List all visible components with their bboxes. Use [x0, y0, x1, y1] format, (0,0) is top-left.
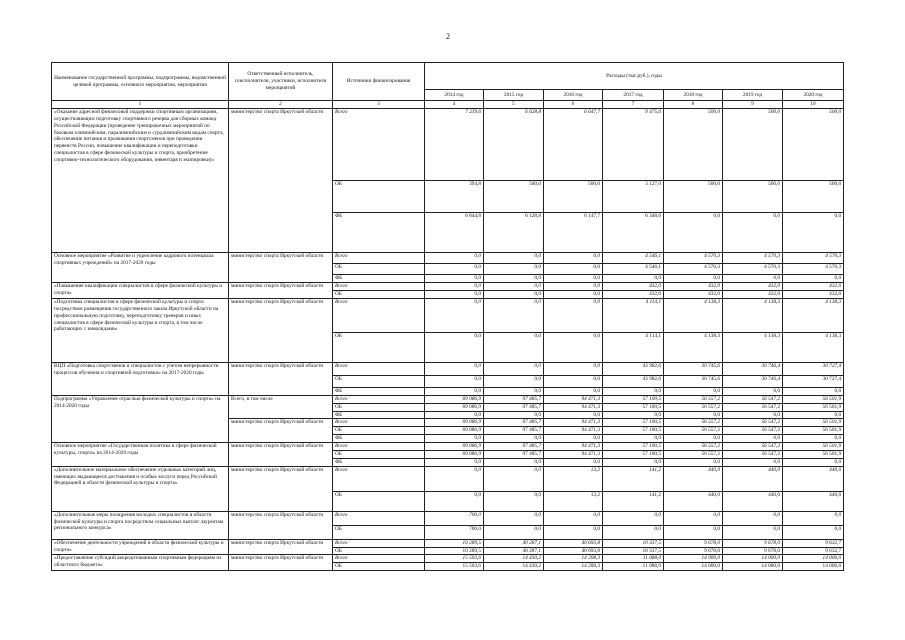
amount-cell: 9 632,7 [783, 539, 844, 547]
funding-source-cell: ОБ [333, 450, 425, 458]
amount-cell: 500,0 [664, 180, 723, 212]
funding-source-cell: Всего [333, 108, 425, 180]
amount-cell: 40 693,8 [544, 547, 603, 555]
amount-cell: 0,0 [425, 274, 484, 282]
amount-cell: 0,0 [544, 435, 603, 443]
program-name-cell: ВЦП «Подготовка спортсменов и специалистов с учетом непрерывности процессов обучения и спортивной подготовки» на 2017-2020 годы [52, 362, 229, 395]
amount-cell: 6 128,8 [484, 212, 544, 252]
amount-cell: 0,0 [723, 435, 783, 443]
amount-cell: 440,0 [723, 491, 783, 511]
amount-cell: 0,0 [425, 282, 484, 290]
amount-cell: 0,0 [425, 466, 484, 491]
program-name-cell: «Дополнительное материальное обеспечение отдельных категорий лиц, имеющих выдающиеся достижения и особые заслуги перед Российской Федерацией в области физической культуры и спорта» [52, 466, 229, 511]
amount-cell: 0,0 [425, 458, 484, 466]
amount-cell: 40 287,1 [484, 547, 544, 555]
funding-source-cell: ОБ [333, 563, 425, 571]
amount-cell: 394,8 [425, 180, 484, 212]
amount-cell: 0,0 [425, 332, 484, 362]
amount-cell: 700,0 [425, 511, 484, 525]
amount-cell: 0,0 [723, 511, 783, 525]
column-number: 5 [484, 101, 544, 109]
amount-cell: 94 471,3 [544, 443, 603, 451]
funding-source-cell: ОБ [333, 403, 425, 411]
amount-cell: 4 114,1 [603, 298, 664, 332]
amount-cell: 0,0 [783, 511, 844, 525]
amount-cell: 4 570,3 [664, 252, 723, 263]
amount-cell: 0,0 [723, 274, 783, 282]
amount-cell: 0,0 [484, 387, 544, 395]
amount-cell: 69 086,9 [425, 450, 484, 458]
amount-cell: 69 086,9 [425, 443, 484, 451]
funding-source-cell: Всего [333, 395, 425, 403]
amount-cell: 500,0 [544, 180, 603, 212]
amount-cell: 0,0 [603, 435, 664, 443]
amount-cell: 0,0 [783, 387, 844, 395]
amount-cell: 0,0 [544, 525, 603, 539]
column-number: 4 [425, 101, 484, 109]
amount-cell: 56 501,9 [783, 395, 844, 403]
table-row [52, 282, 844, 290]
amount-cell: 4 570,3 [723, 252, 783, 263]
amount-cell: 0,0 [484, 252, 544, 263]
amount-cell: 4 114,1 [603, 332, 664, 362]
amount-cell: 56 547,2 [723, 403, 783, 411]
amount-cell: 94 471,3 [544, 395, 603, 403]
amount-cell: 69 086,9 [425, 403, 484, 411]
funding-source-cell: ОБ [333, 290, 425, 298]
amount-cell: 56 557,2 [664, 403, 723, 411]
amount-cell: 57 100,5 [603, 450, 664, 458]
amount-cell: 4 570,3 [723, 263, 783, 274]
amount-cell: 56 557,2 [664, 450, 723, 458]
table-row [52, 555, 844, 563]
amount-cell: 432,0 [723, 282, 783, 290]
amount-cell: 0,0 [783, 212, 844, 252]
funding-source-cell: ОБ [333, 525, 425, 539]
amount-cell: 0,0 [425, 263, 484, 274]
amount-cell: 0,0 [484, 491, 544, 511]
amount-cell: 30 745,6 [664, 375, 723, 387]
column-number: 9 [723, 101, 783, 109]
amount-cell: 0,0 [425, 411, 484, 419]
funding-source-cell: ФБ [333, 387, 425, 395]
amount-cell: 6 147,7 [544, 212, 603, 252]
table-row [52, 108, 844, 180]
amount-cell: 500,0 [484, 180, 544, 212]
amount-cell: 57 100,5 [603, 419, 664, 427]
amount-cell: 94 471,3 [544, 419, 603, 427]
amount-cell: 69 086,9 [425, 395, 484, 403]
amount-cell: 10 337,5 [603, 539, 664, 547]
amount-cell: 15 503,6 [425, 555, 484, 563]
amount-cell: 0,0 [664, 387, 723, 395]
executor-cell: министерство спорта Иркутской области [229, 443, 333, 467]
amount-cell: 0,0 [723, 525, 783, 539]
amount-cell: 0,0 [664, 435, 723, 443]
amount-cell: 0,0 [484, 332, 544, 362]
column-number: 7 [603, 101, 664, 109]
funding-source-cell: ФБ [333, 435, 425, 443]
header-year: 2020 год [783, 90, 844, 101]
amount-cell: 0,0 [425, 375, 484, 387]
program-name-cell: «Повышение квалификации специалистов в сфере физической культуры и спорта» [52, 282, 229, 298]
header-year: 2016 год [544, 90, 603, 101]
amount-cell: 56 501,9 [783, 450, 844, 458]
amount-cell: 0,0 [484, 511, 544, 525]
executor-cell: министерство спорта Иркутской области [229, 252, 333, 282]
program-name-cell: Основное мероприятие «Государственная политика в сфере физической культуры, спорта» на 2014-2020 годы [52, 443, 229, 467]
amount-cell: 432,0 [664, 282, 723, 290]
amount-cell: 0,0 [425, 290, 484, 298]
amount-cell: 0,0 [484, 466, 544, 491]
amount-cell: 0,0 [783, 274, 844, 282]
amount-cell: 0,0 [783, 458, 844, 466]
amount-cell: 0,0 [484, 263, 544, 274]
amount-cell: 500,0 [783, 180, 844, 212]
funding-source-cell: ОБ [333, 180, 425, 212]
header-year: 2017 год [603, 90, 664, 101]
amount-cell: 0,0 [603, 411, 664, 419]
header-year: 2015 год [484, 90, 544, 101]
amount-cell: 0,0 [603, 387, 664, 395]
funding-source-cell: ОБ [333, 263, 425, 274]
funding-source-cell: ФБ [333, 274, 425, 282]
funding-source-cell: ФБ [333, 458, 425, 466]
amount-cell: 69 086,9 [425, 427, 484, 435]
amount-cell: 440,0 [664, 466, 723, 491]
amount-cell: 10 337,5 [603, 547, 664, 555]
amount-cell: 432,0 [603, 290, 664, 298]
amount-cell: 11 088,0 [603, 563, 664, 571]
header-year: 2018 год [664, 90, 723, 101]
amount-cell: 97 485,7 [484, 403, 544, 411]
amount-cell: 0,0 [544, 411, 603, 419]
amount-cell: 56 547,2 [723, 427, 783, 435]
table-row [52, 443, 844, 451]
amount-cell: 500,0 [664, 108, 723, 180]
amount-cell: 0,0 [484, 458, 544, 466]
table-body [52, 108, 844, 570]
amount-cell: 0,0 [484, 411, 544, 419]
column-number: 3 [333, 101, 425, 109]
amount-cell: 0,0 [544, 362, 603, 375]
header-year: 2019 год [723, 90, 783, 101]
amount-cell: 6 844,8 [425, 212, 484, 252]
funding-source-cell: Всего [333, 511, 425, 525]
amount-cell: 4 138,3 [664, 332, 723, 362]
amount-cell: 0,0 [544, 274, 603, 282]
amount-cell: 3 127,0 [603, 180, 664, 212]
amount-cell: 0,0 [484, 290, 544, 298]
column-number: 6 [544, 101, 603, 109]
amount-cell: 57 100,5 [603, 395, 664, 403]
executor-cell: министерство спорта Иркутской области [229, 466, 333, 511]
amount-cell: 0,0 [544, 290, 603, 298]
column-number: 10 [783, 101, 844, 109]
funding-source-cell: Всего [333, 539, 425, 547]
funding-source-cell: ОБ [333, 491, 425, 511]
amount-cell: 0,0 [603, 511, 664, 525]
funding-table [51, 62, 844, 571]
column-number: 2 [229, 101, 333, 109]
amount-cell: 0,0 [484, 435, 544, 443]
amount-cell: 432,0 [783, 282, 844, 290]
program-name-cell: Подпрограмма «Управление отраслью физической культуры и спорта» на 2014-2020 годы [52, 395, 229, 442]
funding-source-cell: Всего [333, 362, 425, 375]
amount-cell: 0,0 [603, 274, 664, 282]
amount-cell: 0,0 [425, 252, 484, 263]
amount-cell: 57 100,5 [603, 403, 664, 411]
amount-cell: 0,0 [484, 298, 544, 332]
table-row [52, 511, 844, 525]
amount-cell: 10 289,5 [425, 547, 484, 555]
amount-cell: 56 501,9 [783, 427, 844, 435]
executor-cell: министерство спорта Иркутской области [229, 362, 333, 395]
amount-cell: 440,0 [664, 491, 723, 511]
executor-cell: министерство спорта Иркутской области [229, 511, 333, 539]
amount-cell: 0,0 [484, 525, 544, 539]
header-expenses: Расходы (тыс.руб.), годы [425, 63, 844, 90]
amount-cell: 6 628,8 [484, 108, 544, 180]
amount-cell: 30 746,4 [723, 362, 783, 375]
amount-cell: 14 000,0 [783, 563, 844, 571]
table-row [52, 395, 844, 403]
executor-cell: министерство спорта Иркутской области [229, 298, 333, 362]
amount-cell: 0,0 [664, 274, 723, 282]
amount-cell: 440,0 [723, 466, 783, 491]
program-name-cell: «Предоставление субсидий аккредитованным спортивным федерациям из областного бюджета» [52, 555, 229, 571]
amount-cell: 0,0 [544, 282, 603, 290]
amount-cell: 56 547,2 [723, 450, 783, 458]
amount-cell: 4 570,3 [783, 263, 844, 274]
amount-cell: 14 430,2 [484, 563, 544, 571]
amount-cell: 10 289,5 [425, 539, 484, 547]
amount-cell: 0,0 [664, 511, 723, 525]
amount-cell: 0,0 [603, 458, 664, 466]
amount-cell: 0,0 [484, 282, 544, 290]
amount-cell: 0,0 [544, 298, 603, 332]
amount-cell: 14 430,2 [484, 555, 544, 563]
amount-cell: 432,0 [664, 290, 723, 298]
amount-cell: 40 287,1 [484, 539, 544, 547]
amount-cell: 30 727,4 [783, 362, 844, 375]
amount-cell: 440,0 [783, 466, 844, 491]
amount-cell: 0,0 [544, 332, 603, 362]
amount-cell: 97 485,7 [484, 443, 544, 451]
amount-cell: 0,0 [783, 435, 844, 443]
amount-cell: 14 000,0 [664, 555, 723, 563]
program-name-cell: Основное мероприятие «Развитие и укрепление кадрового потенциала спортивных учреждений» на 2017-2020 годы [52, 252, 229, 282]
amount-cell: 4 546,1 [603, 263, 664, 274]
funding-source-cell: Всего [333, 419, 425, 427]
amount-cell: 0,0 [544, 375, 603, 387]
amount-cell: 13,2 [544, 491, 603, 511]
amount-cell: 7 239,6 [425, 108, 484, 180]
amount-cell: 94 471,3 [544, 427, 603, 435]
amount-cell: 9 475,6 [603, 108, 664, 180]
program-name-cell: «Оказание адресной финансовой поддержки спортивным организациям, осуществляющим подготовку спортивного резерва для сборных команд Российской Федерации (проведение тренировочных мероприятий по базовым олимпийским, паралимпийским и сурдлимпийским видам спорта, обеспечение питания и проживания спортсменов при проведении первенств России, повышение квалификации и переподготовки специалистов в сфере физической культуры и спорта, приобретение спортивно-технологического оборудования, инвентаря и экипировки)» [52, 108, 229, 252]
amount-cell: 56 547,2 [723, 419, 783, 427]
column-number: 8 [664, 101, 723, 109]
table-row [52, 466, 844, 491]
table-row [52, 252, 844, 263]
program-name-cell: «Дополнительные меры поощрения молодых специалистов в области физической культуры и спорта посредством социальных выплат лауреатам регионального конкурса» [52, 511, 229, 539]
amount-cell: 0,0 [544, 252, 603, 263]
amount-cell: 56 547,2 [723, 395, 783, 403]
executor-cell: министерство спорта Иркутской области [229, 419, 333, 443]
funding-source-cell: ФБ [333, 212, 425, 252]
amount-cell: 97 485,7 [484, 419, 544, 427]
amount-cell: 57 100,5 [603, 427, 664, 435]
executor-cell: Всего, в том числе [229, 395, 333, 419]
amount-cell: 0,0 [425, 435, 484, 443]
amount-cell: 56 501,9 [783, 419, 844, 427]
amount-cell: 0,0 [425, 298, 484, 332]
amount-cell: 0,0 [723, 411, 783, 419]
header-name: Наименование государственной программы, подпрограммы, ведомственной целевой программы, основного мероприятия, мероприятия [52, 63, 229, 101]
executor-cell: министерство спорта Иркутской области [229, 108, 333, 252]
amount-cell: 141,2 [603, 491, 664, 511]
amount-cell: 432,0 [603, 282, 664, 290]
amount-cell: 432,0 [723, 290, 783, 298]
amount-cell: 0,0 [544, 387, 603, 395]
funding-source-cell: ФБ [333, 411, 425, 419]
funding-source-cell: ОБ [333, 375, 425, 387]
table-row [52, 539, 844, 547]
amount-cell: 6 348,6 [603, 212, 664, 252]
amount-cell: 0,0 [544, 458, 603, 466]
page-number: 2 [446, 32, 450, 41]
funding-source-cell: Всего [333, 555, 425, 563]
executor-cell: министерство спорта Иркутской области [229, 555, 333, 571]
amount-cell: 4 570,3 [664, 263, 723, 274]
amount-cell: 56 501,9 [783, 443, 844, 451]
program-name-cell: «Обеспечение деятельности учреждений в области физической культуры и спорта» [52, 539, 229, 555]
amount-cell: 0,0 [544, 263, 603, 274]
amount-cell: 56 557,2 [664, 427, 723, 435]
amount-cell: 43 982,6 [603, 375, 664, 387]
amount-cell: 14 208,3 [544, 555, 603, 563]
amount-cell: 0,0 [664, 212, 723, 252]
amount-cell: 0,0 [425, 362, 484, 375]
amount-cell: 4 138,3 [723, 298, 783, 332]
amount-cell: 56 557,2 [664, 395, 723, 403]
amount-cell: 0,0 [484, 274, 544, 282]
funding-source-cell: ОБ [333, 332, 425, 362]
amount-cell: 56 501,9 [783, 403, 844, 411]
amount-cell: 94 471,3 [544, 403, 603, 411]
amount-cell: 4 138,3 [783, 298, 844, 332]
table-row [52, 298, 844, 332]
amount-cell: 141,2 [603, 466, 664, 491]
amount-cell: 0,0 [425, 387, 484, 395]
amount-cell: 4 138,3 [664, 298, 723, 332]
amount-cell: 56 547,2 [723, 443, 783, 451]
amount-cell: 97 485,7 [484, 395, 544, 403]
amount-cell: 14 000,0 [783, 555, 844, 563]
amount-cell: 440,0 [783, 491, 844, 511]
amount-cell: 9 678,0 [723, 547, 783, 555]
amount-cell: 97 485,7 [484, 427, 544, 435]
amount-cell: 69 086,9 [425, 419, 484, 427]
amount-cell: 0,0 [723, 212, 783, 252]
amount-cell: 30 745,6 [664, 362, 723, 375]
amount-cell: 9 632,7 [783, 547, 844, 555]
amount-cell: 500,0 [783, 108, 844, 180]
amount-cell: 56 557,2 [664, 419, 723, 427]
executor-cell: министерство спорта Иркутской области [229, 282, 333, 298]
amount-cell: 30 746,4 [723, 375, 783, 387]
amount-cell: 56 557,2 [664, 443, 723, 451]
funding-source-cell: Всего [333, 282, 425, 290]
amount-cell: 0,0 [425, 491, 484, 511]
amount-cell: 4 570,3 [783, 252, 844, 263]
amount-cell: 6 647,7 [544, 108, 603, 180]
table-row [52, 362, 844, 375]
amount-cell: 0,0 [544, 511, 603, 525]
header-source: Источники финансирования [333, 63, 425, 101]
funding-source-cell: Всего [333, 443, 425, 451]
header-year: 2014 год [425, 90, 484, 101]
amount-cell: 0,0 [484, 375, 544, 387]
column-number: 1 [52, 101, 229, 109]
amount-cell: 0,0 [603, 525, 664, 539]
amount-cell: 0,0 [723, 387, 783, 395]
amount-cell: 14 000,0 [664, 563, 723, 571]
amount-cell: 43 982,6 [603, 362, 664, 375]
funding-source-cell: ОБ [333, 547, 425, 555]
amount-cell: 94 471,3 [544, 450, 603, 458]
amount-cell: 4 546,1 [603, 252, 664, 263]
amount-cell: 30 727,4 [783, 375, 844, 387]
amount-cell: 11 088,0 [603, 555, 664, 563]
funding-source-cell: Всего [333, 252, 425, 263]
amount-cell: 0,0 [664, 458, 723, 466]
amount-cell: 4 138,3 [723, 332, 783, 362]
amount-cell: 0,0 [783, 525, 844, 539]
amount-cell: 15 503,6 [425, 563, 484, 571]
amount-cell: 13,2 [544, 466, 603, 491]
amount-cell: 9 678,0 [664, 539, 723, 547]
amount-cell: 40 693,8 [544, 539, 603, 547]
header-executor: Ответственный исполнитель, соисполнители, участники, исполнители мероприятий [229, 63, 333, 101]
amount-cell: 97 485,7 [484, 450, 544, 458]
amount-cell: 9 678,0 [664, 547, 723, 555]
amount-cell: 500,0 [723, 108, 783, 180]
amount-cell: 14 000,0 [723, 563, 783, 571]
amount-cell: 0,0 [484, 362, 544, 375]
amount-cell: 0,0 [664, 525, 723, 539]
funding-source-cell: Всего [333, 466, 425, 491]
amount-cell: 4 138,3 [783, 332, 844, 362]
amount-cell: 0,0 [783, 411, 844, 419]
amount-cell: 0,0 [664, 411, 723, 419]
executor-cell: министерство спорта Иркутской области [229, 539, 333, 555]
amount-cell: 57 100,5 [603, 443, 664, 451]
amount-cell: 0,0 [723, 458, 783, 466]
funding-source-cell: ОБ [333, 427, 425, 435]
amount-cell: 432,0 [783, 290, 844, 298]
amount-cell: 700,0 [425, 525, 484, 539]
amount-cell: 9 678,0 [723, 539, 783, 547]
amount-cell: 500,0 [723, 180, 783, 212]
amount-cell: 14 000,0 [723, 555, 783, 563]
program-name-cell: «Подготовка специалистов в сфере физической культуры и спорта посредством размещения государственного заказа Иркутской области на профессиональную подготовку, переподготовку тренеров и иных специалистов в сфере физической культуры и спорта, в том числе работающих с инвалидами» [52, 298, 229, 362]
funding-source-cell: Всего [333, 298, 425, 332]
amount-cell: 14 208,3 [544, 563, 603, 571]
